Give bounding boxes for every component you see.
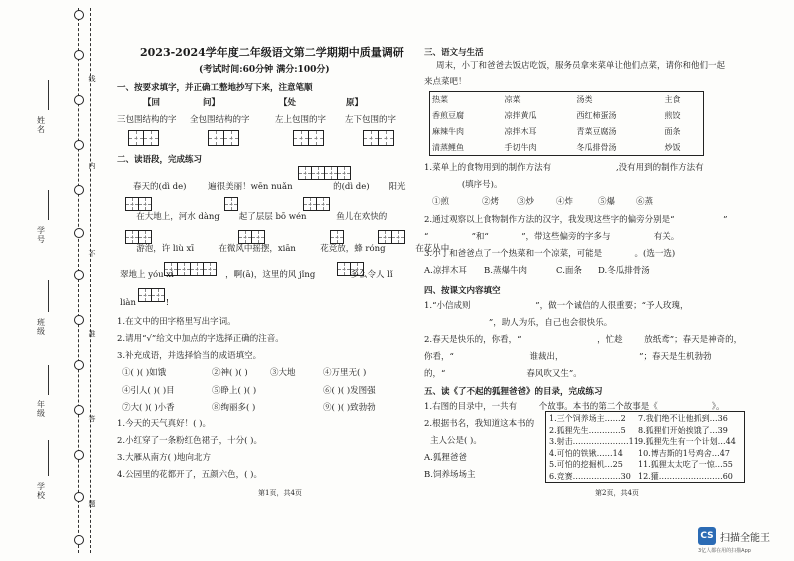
s4-l5: 的，“ 春风吹又生”。 bbox=[424, 369, 582, 379]
passage-grid[interactable] bbox=[125, 197, 139, 211]
method-3: ③炒 bbox=[517, 197, 535, 207]
page-footer-1: 第1页，共4页 bbox=[258, 489, 302, 497]
toc-item: 8.狐狸们开始挨饿了…39 bbox=[638, 425, 728, 435]
binding-hole bbox=[74, 228, 84, 238]
passage-grid[interactable] bbox=[303, 197, 317, 211]
menu-cell: 面条 bbox=[664, 126, 681, 136]
school-label: 学校 bbox=[37, 482, 45, 500]
seal-char: 不 bbox=[88, 250, 96, 258]
menu-cell: 麻辣牛肉 bbox=[432, 126, 464, 136]
fill-2: 2.小红穿了一条粉红色裙子，十分( )。 bbox=[117, 436, 262, 446]
binding-hole bbox=[74, 360, 84, 370]
binding-hole bbox=[74, 535, 84, 545]
passage-grid[interactable] bbox=[378, 230, 392, 244]
s3-intro-2: 来点菜吧！ bbox=[424, 77, 467, 87]
student-id-field[interactable] bbox=[48, 190, 49, 220]
toc-item: 7.我们绝不让他抓到…36 bbox=[638, 414, 728, 423]
exam-subtitle: (考试时间:60分钟 满分:100分) bbox=[199, 65, 330, 75]
student-id-label: 学号 bbox=[37, 226, 45, 244]
grade-field[interactable] bbox=[48, 365, 49, 395]
answer-grid[interactable] bbox=[143, 130, 159, 146]
menu-cell: 清蒸鲤鱼 bbox=[432, 142, 464, 152]
idiom-9: ⑧绚丽多( ) bbox=[212, 403, 256, 413]
section-5-heading: 五、读《了不起的狐狸爸爸》的目录，完成练习 bbox=[424, 387, 603, 397]
toc-item: 1.三个饲养场主……2 bbox=[549, 414, 626, 423]
menu-cell: 香煎豆腐 bbox=[432, 111, 464, 121]
passage-grid[interactable] bbox=[330, 230, 344, 244]
bracket-2: 问】 bbox=[203, 98, 221, 108]
passage-line-5: liàn ! bbox=[120, 298, 170, 308]
answer-grid[interactable] bbox=[308, 130, 324, 146]
passage-line-3: 游泡，许 liù xī 在微风中摇摆，xiān 花竞放，蜂 róng 在花丛中 bbox=[120, 244, 450, 254]
logo-name: 扫描全能王 bbox=[720, 533, 770, 544]
passage-grid[interactable] bbox=[125, 230, 139, 244]
s5-q2b: 主人公是( )。 bbox=[430, 436, 482, 446]
struct-label-1: 三包围结构的字 bbox=[117, 115, 177, 125]
s3-q1a: 1.菜单上的食物用到的制作方法有 ,没有用到的制作方法有 bbox=[424, 163, 704, 173]
menu-cell: 汤类 bbox=[576, 95, 593, 105]
struct-label-2: 全包围结构的字 bbox=[190, 115, 250, 125]
binding-hole bbox=[74, 185, 84, 195]
s3-q1b: (填序号)。 bbox=[424, 180, 503, 190]
passage-grid[interactable] bbox=[311, 166, 325, 180]
s4-l1: 1.“小信成则 ”，做一个诚信的人很重要；“予人玫瑰， bbox=[424, 301, 689, 311]
toc-item: 4.可怕的铁锹……14 bbox=[549, 448, 623, 458]
menu-cell: 西红柿蛋汤 bbox=[576, 111, 617, 121]
q2-1: 1.在文中的田字格里写出字词。 bbox=[117, 317, 236, 327]
q2-2: 2.请用“√”给文中加点的字选择正确的注音。 bbox=[117, 334, 284, 344]
method-6: ⑥蒸 bbox=[636, 197, 654, 207]
passage-grid[interactable] bbox=[138, 197, 152, 211]
seal-line bbox=[90, 8, 91, 553]
method-5: ⑤爆 bbox=[598, 197, 616, 207]
method-4: ④炸 bbox=[556, 197, 574, 207]
fill-4: 4.公园里的花都开了，五颜六色，( )。 bbox=[117, 470, 262, 480]
menu-cell: 凉拌木耳 bbox=[504, 126, 537, 136]
idiom-4: ④万里无( ) bbox=[323, 368, 367, 378]
fold-line bbox=[78, 8, 79, 553]
toc-item: 6.竞赛………………30 bbox=[549, 471, 631, 481]
menu-cell: 煎饺 bbox=[664, 111, 681, 121]
binding-margin bbox=[0, 0, 108, 561]
logo-tagline: 3亿人都在用的扫描App bbox=[698, 548, 751, 554]
menu-cell: 手切牛肉 bbox=[504, 142, 537, 152]
q2-3: 3.补充成语，并选择恰当的成语填空。 bbox=[117, 351, 262, 361]
passage-grid[interactable] bbox=[324, 166, 338, 180]
toc-item: 10.博吉斯的1号鸡舍…47 bbox=[638, 448, 730, 458]
seal-char: 内 bbox=[88, 162, 96, 170]
grade-label: 年级 bbox=[37, 400, 45, 418]
option-d: D.冬瓜排骨汤 bbox=[598, 266, 650, 276]
idiom-1: ①( )( )如饿 bbox=[122, 368, 167, 378]
answer-grid[interactable] bbox=[293, 130, 309, 146]
answer-grid[interactable] bbox=[378, 130, 394, 146]
struct-label-4: 左下包围的字 bbox=[345, 115, 397, 125]
binding-hole bbox=[74, 492, 84, 502]
section-4-heading: 四、按课文内容填空 bbox=[424, 286, 501, 296]
answer-grid[interactable] bbox=[223, 130, 239, 146]
binding-hole bbox=[74, 50, 84, 60]
option-b: B.蒸爆牛肉 bbox=[484, 266, 527, 276]
method-1: ①煎 bbox=[432, 197, 450, 207]
passage-grid[interactable] bbox=[238, 230, 252, 244]
binding-hole bbox=[74, 405, 84, 415]
menu-table bbox=[429, 91, 704, 156]
seal-char: 答 bbox=[88, 415, 96, 423]
table-of-contents bbox=[545, 411, 745, 483]
menu-cell: 冬瓜排骨汤 bbox=[576, 142, 617, 152]
menu-cell: 青菜豆腐汤 bbox=[576, 126, 617, 136]
menu-cell: 凉菜 bbox=[504, 95, 521, 105]
s5-q1: 1.右图的目录中，一共有 个故事。本书的第二个故事是《 》。 bbox=[424, 402, 725, 412]
passage-grid[interactable] bbox=[337, 166, 351, 180]
s5-q2a: 2.根据书名，我知道这本书的 bbox=[424, 419, 535, 429]
toc-item: 11.狐狸太太吃了一惊…55 bbox=[638, 460, 733, 469]
bracket-1: 【回 bbox=[143, 98, 161, 108]
section-2-heading: 二、读语段，完成练习 bbox=[117, 155, 203, 165]
passage-line-2: 在大地上，河水 dàng 起了层层 bō wén 鱼儿在欢快的 bbox=[120, 212, 388, 222]
s4-l4: 你看，“ 谁裁出， ”；春天是生机勃勃 bbox=[424, 352, 712, 362]
s5-opt-b: B.饲养场场主 bbox=[424, 470, 476, 480]
scanner-logo bbox=[698, 527, 788, 553]
name-label: 姓名 bbox=[37, 116, 45, 134]
binding-hole bbox=[74, 450, 84, 460]
passage-grid[interactable] bbox=[138, 230, 152, 244]
passage-grid[interactable] bbox=[251, 230, 265, 244]
s3-q2a: 2.通过观察以上食物制作方法的汉字，我发现这些字的偏旁分别是“ ” bbox=[424, 215, 728, 225]
passage-grid[interactable] bbox=[224, 197, 238, 211]
idiom-3: ③大地 bbox=[270, 368, 296, 378]
menu-cell: 凉拌黄瓜 bbox=[504, 111, 537, 121]
passage-line-1: 春天的(dì de) 遍很美丽！wēn nuǎn 的(dì de) 阳光 bbox=[133, 182, 406, 192]
passage-grid[interactable] bbox=[391, 230, 405, 244]
toc-item: 3.射击…………………11 bbox=[549, 437, 639, 446]
seal-char: 线 bbox=[88, 75, 96, 83]
answer-grid[interactable] bbox=[128, 130, 144, 146]
idiom-8: ⑦大( )( )小香 bbox=[122, 403, 175, 413]
s4-l3: 2.春天是快乐的，你看，“ ，忙趁 放纸鸢”；春天是神奇的， bbox=[424, 335, 743, 345]
s4-l2: ”，助人为乐，自己也会很快乐。 bbox=[424, 318, 613, 328]
menu-cell: 主食 bbox=[664, 95, 681, 105]
toc-item: 2.狐狸先生…………5 bbox=[549, 425, 626, 435]
s5-opt-a: A.狐狸爸爸 bbox=[424, 453, 467, 463]
page-footer-2: 第2页，共4页 bbox=[595, 489, 639, 497]
toc-item: 9.狐狸先生有一个计划…44 bbox=[638, 437, 736, 446]
idiom-2: ②神( )( ) bbox=[212, 368, 248, 378]
s3-q2b: “ ”和“ ”，带这些偏旁的字多与 有关。 bbox=[424, 232, 680, 242]
binding-hole bbox=[74, 10, 84, 20]
name-field[interactable] bbox=[48, 80, 49, 110]
binding-hole bbox=[74, 315, 84, 325]
s3-intro-1: 周末，小丁和爸爸去饭店吃饭，服务员拿来菜单让他们点菜，请你和他们一起 bbox=[436, 61, 726, 71]
idiom-6: ⑤睁上( )( ) bbox=[212, 386, 257, 396]
s3-q3: 3.小丁和爸爸点了一个热菜和一个凉菜，可能是 。(选一选) bbox=[424, 249, 676, 259]
menu-cell: 炒饭 bbox=[664, 142, 681, 152]
fill-3: 3.大雁从南方( )地向北方 bbox=[117, 453, 211, 463]
answer-grid[interactable] bbox=[208, 130, 224, 146]
option-c: C.面条 bbox=[556, 266, 582, 276]
seal-char: 准 bbox=[88, 330, 96, 338]
class-label: 班级 bbox=[37, 318, 45, 336]
seal-char: 题 bbox=[88, 500, 96, 508]
struct-label-3: 左上包围的字 bbox=[275, 115, 327, 125]
class-field[interactable] bbox=[48, 280, 49, 312]
passage-line-4: 翠地上 yóu xì ，啊(ā)，这里的风 jǐng 多么令人 lǐ bbox=[120, 270, 393, 280]
cs-badge: CS bbox=[698, 527, 716, 545]
option-a: A.凉拌木耳 bbox=[424, 266, 467, 276]
school-field[interactable] bbox=[48, 440, 49, 476]
fill-1: 1.今天的天气真好！( )。 bbox=[117, 419, 211, 429]
section-3-heading: 三、语文与生活 bbox=[424, 48, 484, 58]
idiom-10: ⑨( )( )致勃勃 bbox=[323, 403, 376, 413]
binding-hole bbox=[74, 270, 84, 280]
method-2: ②烤 bbox=[482, 197, 500, 207]
passage-grid[interactable] bbox=[298, 166, 312, 180]
binding-hole bbox=[74, 140, 84, 150]
toc-item: 5.可怕的挖掘机…25 bbox=[549, 460, 623, 469]
answer-grid[interactable] bbox=[363, 130, 379, 146]
bracket-4: 原】 bbox=[346, 98, 364, 108]
toc-item: 12.獾……………………60 bbox=[638, 471, 733, 481]
exam-title: 2023-2024学年度二年级语文第二学期期中质量调研 bbox=[140, 46, 404, 59]
passage-grid[interactable] bbox=[316, 197, 330, 211]
menu-cell: 热菜 bbox=[432, 95, 448, 105]
bracket-3: 【处 bbox=[279, 98, 297, 108]
idiom-5: ④引人( )( )目 bbox=[122, 386, 175, 396]
binding-hole bbox=[74, 95, 84, 105]
idiom-7: ⑥( )( )发图强 bbox=[323, 386, 376, 396]
section-1-heading: 一、按要求填字，并正确工整地抄写下来，注意笔顺 bbox=[117, 83, 313, 93]
